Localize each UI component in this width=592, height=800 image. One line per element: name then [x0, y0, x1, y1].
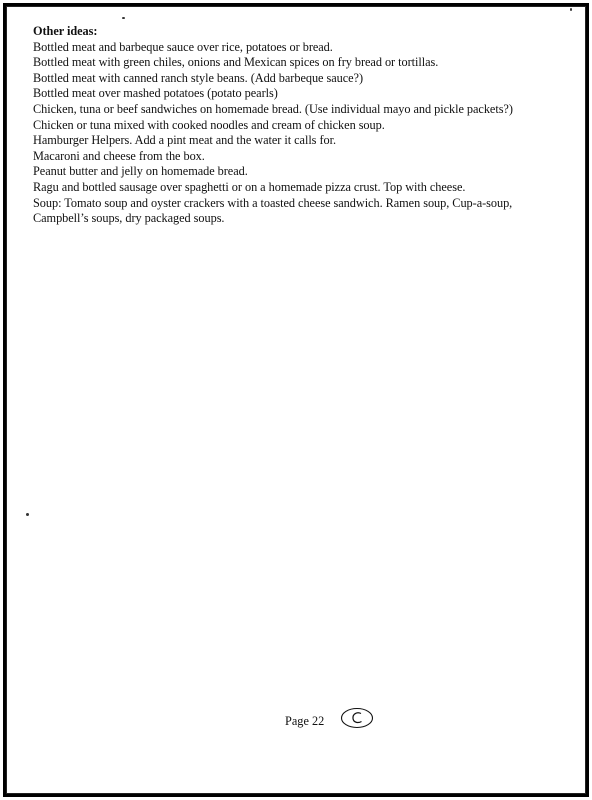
- list-item: Peanut butter and jelly on homemade bread.: [33, 164, 248, 179]
- scan-speck: [26, 513, 29, 516]
- list-item: Bottled meat and barbeque sauce over rice, potatoes or bread.: [33, 39, 333, 54]
- list-item: Bottled meat with green chiles, onions and Mexican spices on fry bread or tortillas.: [33, 55, 439, 70]
- list-item: Hamburger Helpers. Add a pint meat and the water it calls for.: [33, 133, 336, 148]
- list-item: Soup: Tomato soup and oyster crackers with a toasted cheese sandwich. Ramen soup, Cup-a-soup, Campbell’s soups, dry packaged soups.: [33, 195, 513, 226]
- list-item: Chicken, tuna or beef sandwiches on homemade bread. (Use individual mayo and pickle packets?): [33, 101, 513, 116]
- scan-speck: [122, 17, 125, 19]
- page-number: Page 22: [285, 714, 325, 728]
- list-item: Macaroni and cheese from the box.: [33, 148, 205, 163]
- scan-speck: [570, 8, 572, 11]
- list-item: Bottled meat with canned ranch style beans. (Add barbeque sauce?): [33, 70, 364, 85]
- document-body: [33, 24, 568, 227]
- list-item: Bottled meat over mashed potatoes (potato pearls): [33, 86, 278, 101]
- list-item: Ragu and bottled sausage over spaghetti or on a homemade pizza crust. Top with cheese.: [33, 179, 466, 194]
- ideas-list: [33, 40, 568, 227]
- list-item: Chicken or tuna mixed with cooked noodles and cream of chicken soup.: [33, 117, 385, 132]
- handwritten-circle-mark: [340, 707, 374, 729]
- section-heading: Other ideas:: [33, 24, 98, 38]
